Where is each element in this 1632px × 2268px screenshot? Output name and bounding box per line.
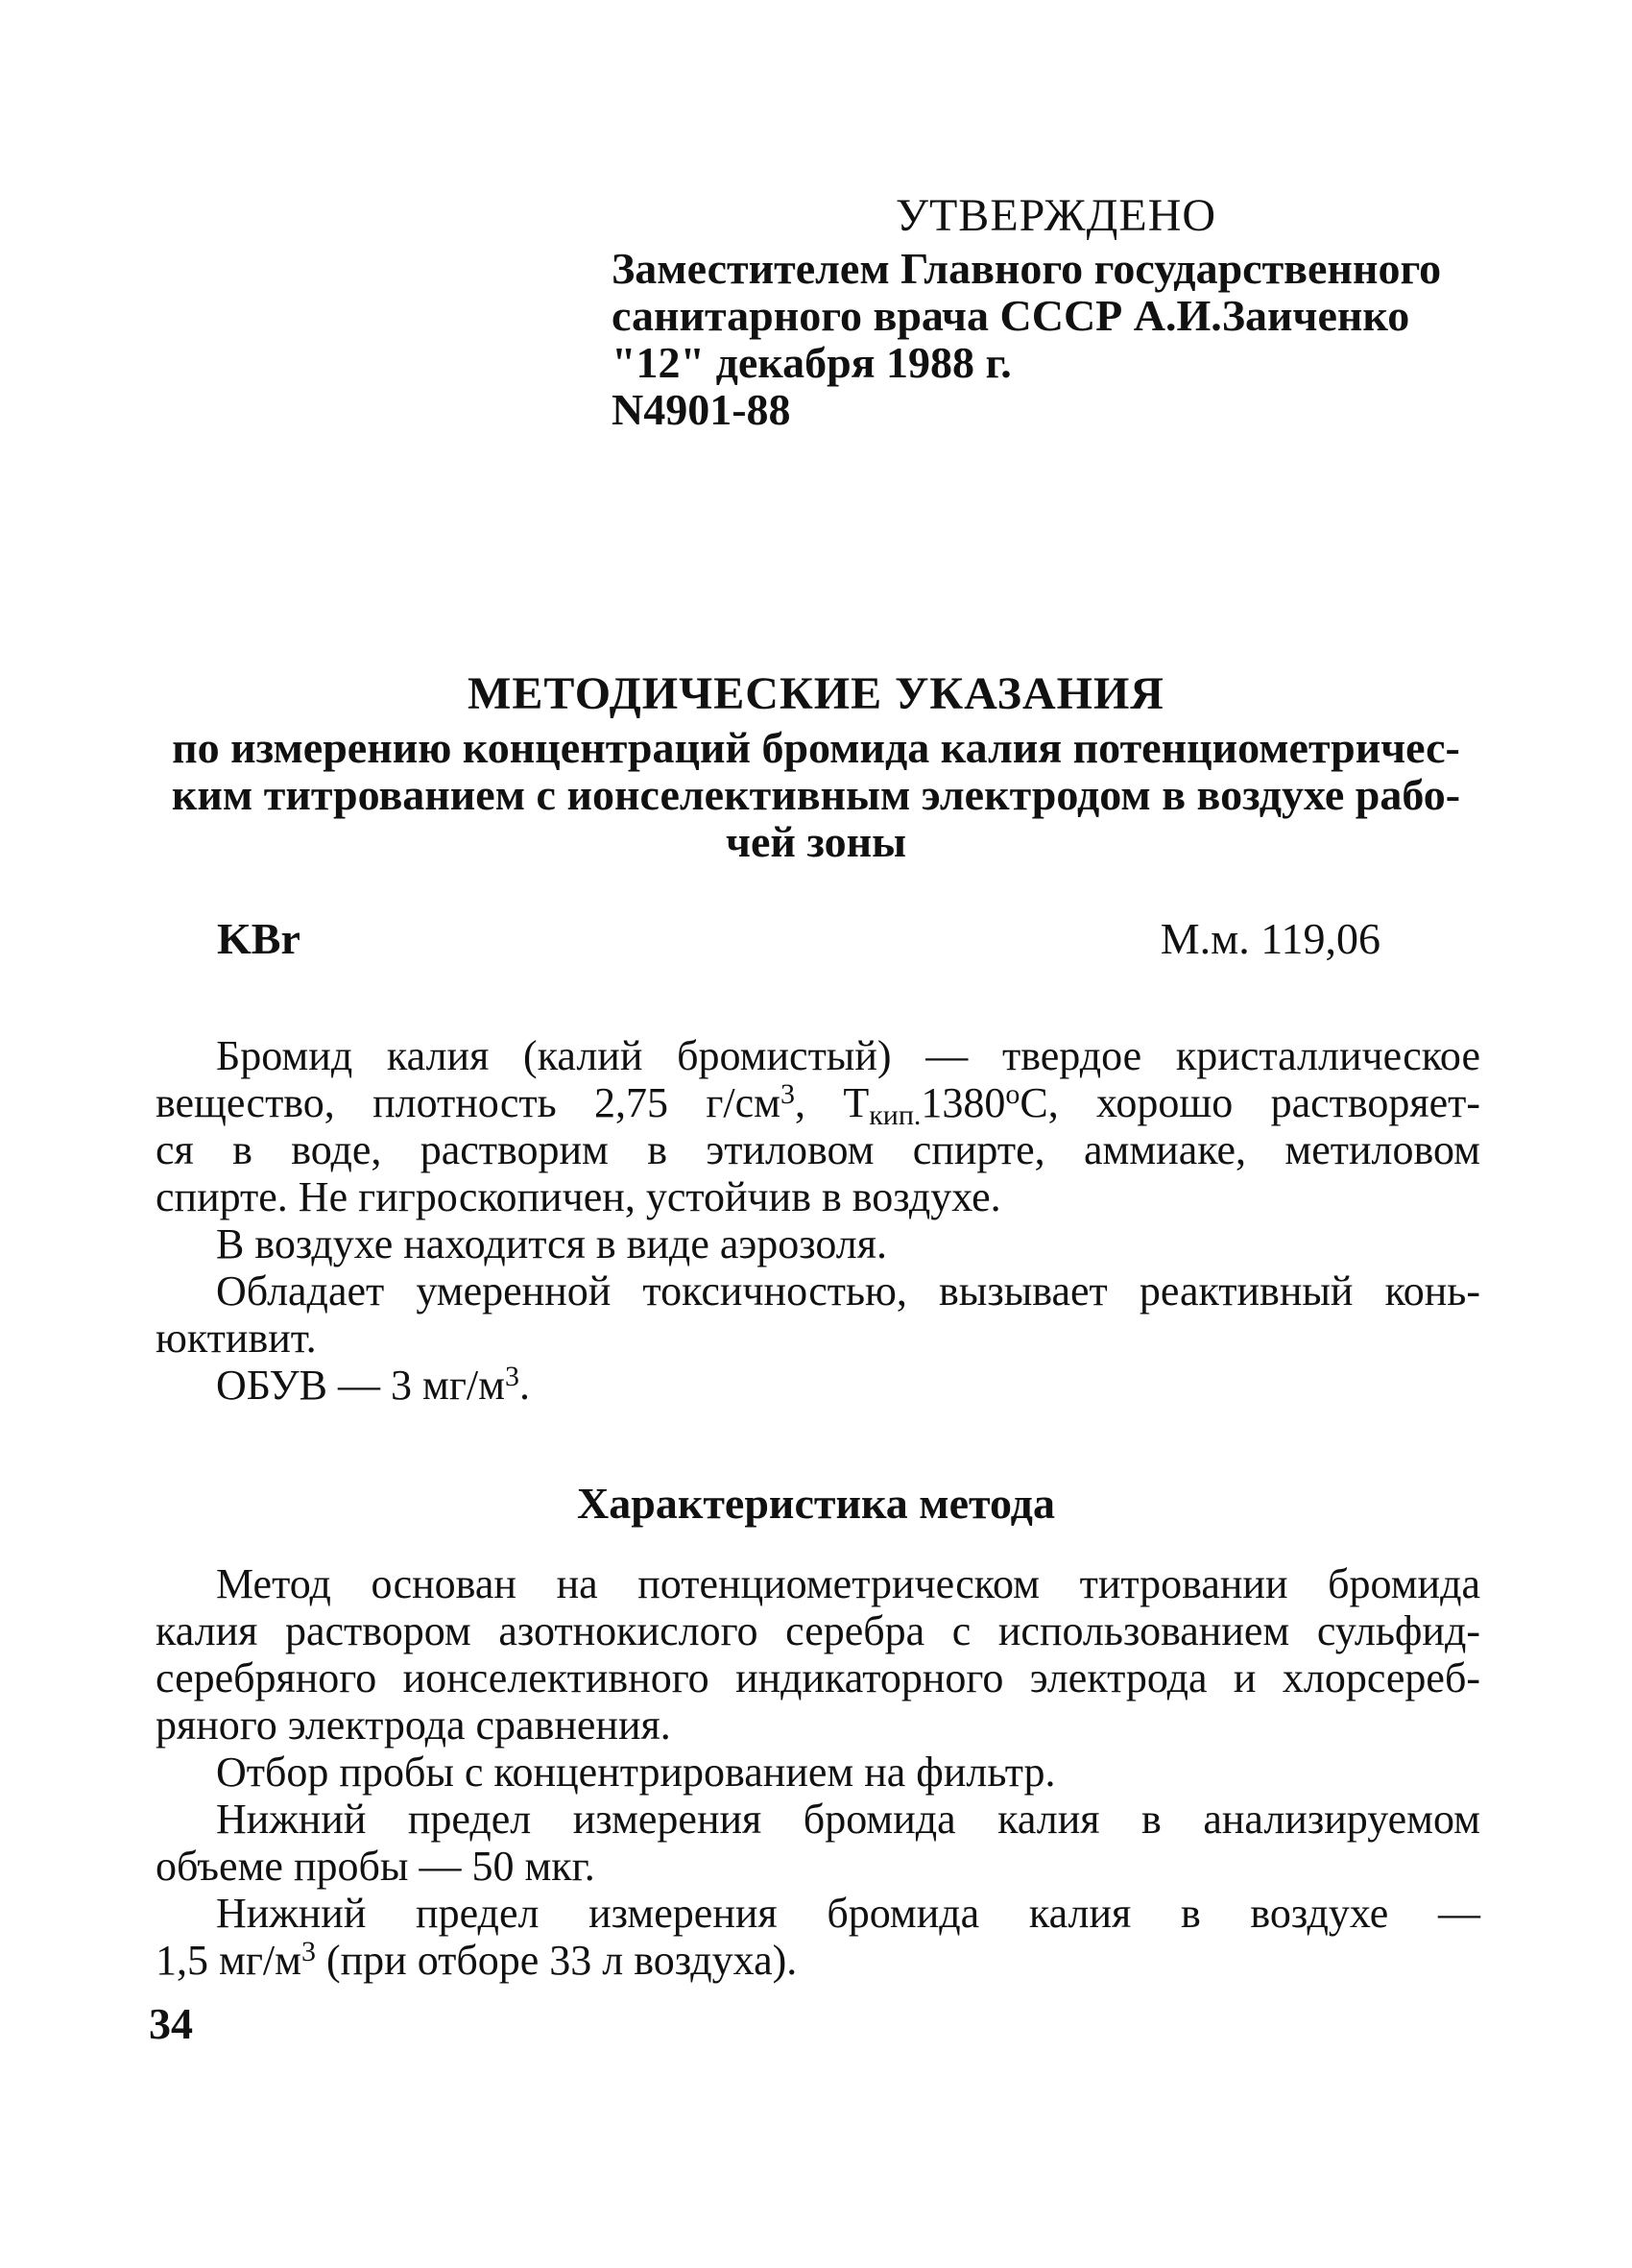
method-paragraph xyxy=(156,1560,1480,1749)
text-line: серебряного ионселективного индикаторного электрода и хлорсереб- xyxy=(156,1654,1480,1701)
subtitle-line: по измерению концентраций бромида калия потенциометричес- xyxy=(172,723,1460,772)
description-paragraph xyxy=(156,1267,1480,1362)
subtitle-line: ким титрованием с ионселективным электродом в воздухе рабо- xyxy=(171,770,1461,819)
text-line: ряного электрода сравнения. xyxy=(156,1701,671,1749)
text-line: калия раствором азотнокислого серебра с использованием сульфид- xyxy=(156,1607,1480,1654)
approval-line-authority: Заместителем Главного государственного xyxy=(612,244,1442,293)
text-line: вещество, плотность 2,75 $г/см^3$, $Т_{кип.}1380^оС$, хорошо растворяет- xyxy=(156,1078,1480,1131)
text-line: Отбор пробы с концентрированием на фильтр. xyxy=(216,1749,1056,1796)
method-paragraph xyxy=(156,1796,1480,1890)
approval-line-signatory: санитарного врача СССР А.И.Заиченко xyxy=(612,291,1410,340)
approval-line-date: "12" декабря 1988 г. xyxy=(612,338,1012,387)
text-line: Нижний предел измерения бромида калия в воздухе — xyxy=(216,1890,1480,1937)
text-line: спирте. Не гигроскопичен, устойчив в воздухе. xyxy=(156,1173,1001,1220)
text-line: объеме пробы — 50 мкг. xyxy=(156,1843,595,1890)
text-line: юктивит. xyxy=(156,1315,317,1362)
method-paragraph xyxy=(156,1890,1480,1984)
section-heading: Характеристика метода xyxy=(577,1479,1055,1528)
text-line: 1,5 $мг/м^3$ (при отборе 33 л воздуха). xyxy=(156,1936,798,1984)
description-paragraph xyxy=(156,1220,1480,1267)
text-line: ся в воде, растворим в этиловом спирте, аммиаке, метиловом xyxy=(156,1126,1480,1173)
text-line: Обладает умеренной токсичностью, вызывает реактивный конь- xyxy=(216,1267,1480,1315)
approval-line-number: N4901-88 xyxy=(612,385,791,434)
document-title: МЕТОДИЧЕСКИЕ УКАЗАНИЯ xyxy=(468,668,1164,719)
chemical-formula: KBr xyxy=(217,914,300,963)
approval-title: УТВЕРЖДЕНО xyxy=(896,190,1217,241)
text-line: Метод основан на потенциометрическом титровании бромида xyxy=(216,1560,1480,1607)
text-line: ОБУВ — 3 $мг/м^3$. xyxy=(216,1361,530,1409)
formula-row xyxy=(217,914,1380,972)
description-paragraph xyxy=(156,1032,1480,1220)
text-line: В воздухе находится в виде аэрозоля. xyxy=(216,1220,887,1267)
text-line: Бромид калия (калий бромистый) — твердое кристаллическое xyxy=(216,1032,1480,1079)
description-section xyxy=(156,1032,1480,1409)
document-subtitle xyxy=(144,724,1488,865)
method-paragraph xyxy=(156,1749,1480,1796)
text-line: Нижний предел измерения бромида калия в анализируемом xyxy=(216,1796,1480,1843)
subtitle-line: чей зоны xyxy=(726,817,906,866)
title-block xyxy=(144,668,1488,865)
molar-mass: М.м. 119,06 xyxy=(1160,914,1380,963)
method-section xyxy=(156,1560,1480,1984)
page-number: 34 xyxy=(149,1999,193,2048)
approval-block xyxy=(612,190,1476,432)
exposure-limit xyxy=(156,1362,1480,1409)
